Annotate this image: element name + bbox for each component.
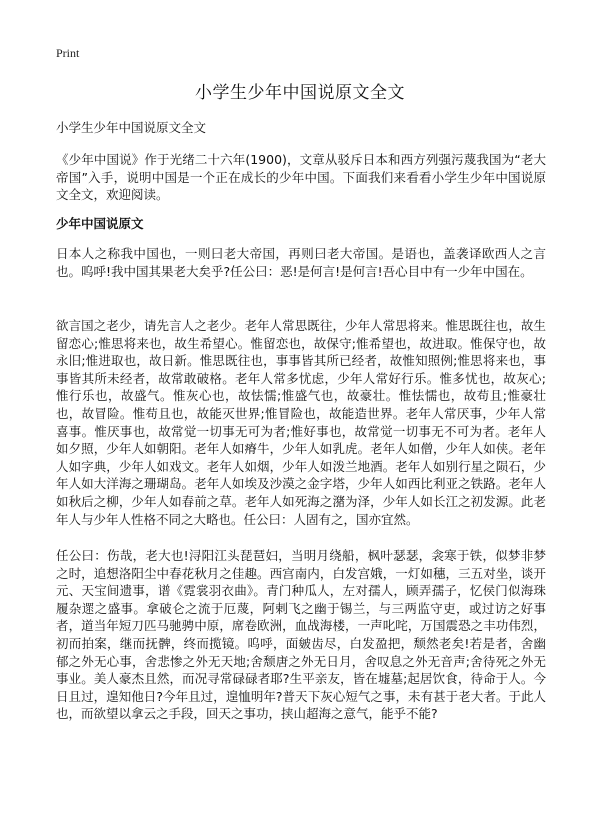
article-subtitle: 小学生少年中国说原文全文 [56,120,207,135]
section-heading: 少年中国说原文 [56,216,144,231]
print-link[interactable]: Print [56,46,80,60]
body-paragraph-2: 欲言国之老少，请先言人之老少。老年人常思既往，少年人常思将来。惟思既往也，故生留恋心;惟思将来也，故生希望心。惟留恋也，故保守;惟希望也，故进取。惟保守也，故永旧;惟进取也，故日新。惟思既往也，事事皆其所已经者，故惟知照例;惟思将来也，事事皆其所未经者，故常敢破格。老年人常多忧虑，少年人常好行乐。惟多忧也，故灰心;惟行乐也，故盛气。惟灰心也，故怯懦;惟盛气也，故豪壮。惟怯懦也，故苟且;惟豪壮也，故冒险。惟苟且也，故能灭世界;惟冒险也，故能造世界。老年人常厌事，少年人常喜事。惟厌事也，故常觉一切事无可为者;惟好事也，故常觉一切事无不可为者。老年人如夕照，少年人如朝阳。老年人如瘠牛，少年人如乳虎。老年人如僧，少年人如侠。老年人如字典，少年人如戏文。老年人如烟，少年人如泼兰地酒。老年人如别行星之陨石，少年人如大洋海之珊瑚岛。老年人如埃及沙漠之金字塔，少年人如西比利亚之铁路。老年人如秋后之柳，少年人如春前之草。老年人如死海之潴为泽，少年人如长江之初发源。此老年人与少年人性格不同之大略也。任公曰：人固有之，国亦宜然。 [56,318,546,527]
body-paragraph-3: 任公曰：伤哉，老大也!浔阳江头琵琶妇，当明月绕船，枫叶瑟瑟，衾寒于铁，似梦非梦之时，追想洛阳尘中春花秋月之佳趣。西宫南内，白发宫娥，一灯如穗，三五对坐，谈开元、天宝间遗事，谱《霓裳羽衣曲》。青门种瓜人，左对孺人，顾弄孺子，忆侯门似海珠履杂遝之盛事。拿破仑之流于厄蔑，阿剌飞之幽于锡兰，与三两监守吏，或过访之好事者，道当年短刀匹马驰骋中原，席卷欧洲，血战海楼，一声叱咤，万国震恐之丰功伟烈，初而拍案，继而抚髀，终而揽镜。呜呼，面皴齿尽，白发盈把，颓然老矣!若是者，舍幽郁之外无心事，舍悲惨之外无天地;舍颓唐之外无日月，舍叹息之外无音声;舍待死之外无事业。美人豪杰且然，而况寻常碌碌者耶?生平亲友，皆在墟墓;起居饮食，待命于人。今日且过，遑知他日?今年且过，遑恤明年?普天下灰心短气之事，未有甚于老大者。于此人也，而欲望以拿云之手段，回天之事功，挟山超海之意气，能乎不能? [56,548,546,722]
body-paragraph-1: 日本人之称我中国也，一则曰老大帝国，再则曰老大帝国。是语也，盖袭译欧西人之言也。呜呼!我中国其果老大矣乎?任公曰：恶!是何言!是何言!吾心目中有一少年中国在。 [56,246,546,279]
intro-paragraph: 《少年中国说》作于光绪二十六年(1900)，文章从驳斥日本和西方列强污蔑我国为“老大帝国”入手，说明中国是一个正在成长的少年中国。下面我们来看看小学生少年中国说原文全文，欢迎阅读。 [56,152,546,203]
page-title: 小学生少年中国说原文全文 [195,83,405,103]
